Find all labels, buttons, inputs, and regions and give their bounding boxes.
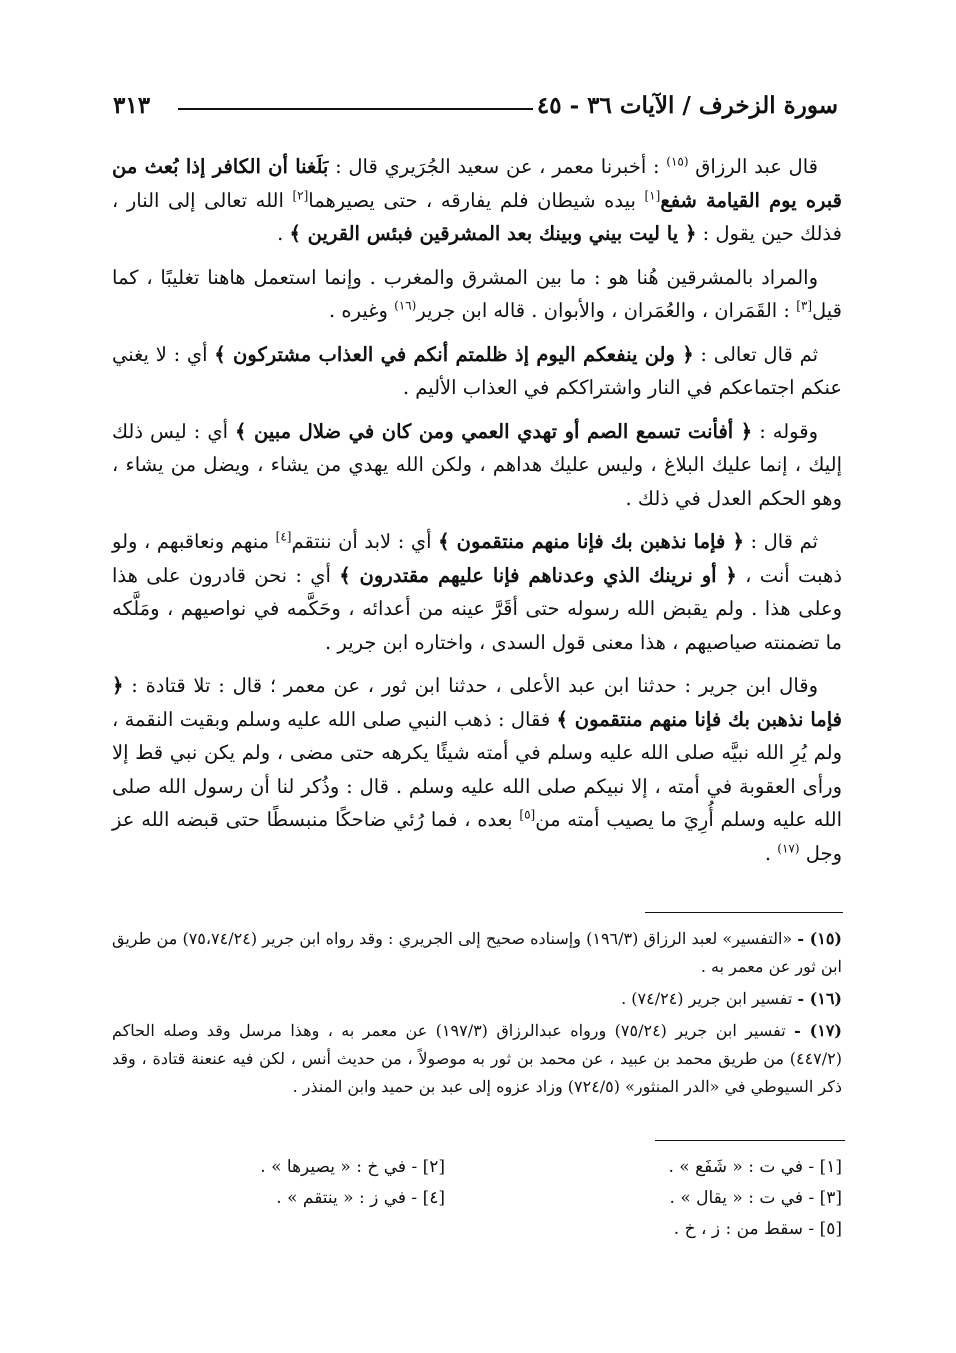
footnote-marker: [١] (644, 188, 661, 202)
footnote (112, 1017, 842, 1101)
footnote-text: «التفسير» لعبد الرزاق (١٩٦/٣) وإسناده صحيح إلى الجريري : وقد رواه ابن جرير (٧٥،٧٤/٢٤) من طريق ابن ثور عن معمر به . (112, 929, 842, 976)
text-run: ثم قال تعالى : (693, 342, 818, 366)
footnotes (112, 925, 842, 1105)
emphasized-text: ﴿ أفأنت تسمع الصم أو تهدي العمي ومن كان في ضلال مبين ﴾ (235, 419, 753, 443)
page-number: ٣١٣ (113, 92, 151, 119)
paragraph (112, 150, 842, 251)
emphasized-text: ﴿ ولن ينفعكم اليوم إذ ظلمتم أنكم في العذاب مشتركون ﴾ (214, 342, 694, 366)
variant-row (112, 1183, 842, 1214)
emphasized-text: ﴿ يا ليت بيني وبينك بعد المشرقين فبئس القرين ﴾ (289, 222, 697, 245)
footnote-marker: [٣] (796, 298, 813, 313)
text-run: . (277, 222, 290, 245)
emphasized-text: ﴿ أو نرينك الذي وعدناهم فإنا عليهم مقتدرون ﴾ (339, 563, 737, 587)
text-run: الله تعالى إلى النار ، فذلك حين يقول : (112, 188, 842, 245)
footnote-marker: (١٥) (666, 154, 689, 169)
running-title: سورة الزخرف / الآيات ٣٦ - ٤٥ (536, 92, 838, 119)
emphasized-text: ﴿ فإما نذهبن بك فإنا منهم منتقمون ﴾ (112, 674, 842, 731)
footnote-marker: [٢] (292, 188, 309, 202)
emphasized-text: ﴿ فإما نذهبن بك فإنا منهم منتقمون ﴾ (438, 530, 744, 553)
footnote-text: تفسير ابن جرير (٧٥/٢٤) ورواه عبدالرزاق (١٩٧/٣) عن معمر به ، وهذا مرسل وقد وصله الحاكم (٤٤٧/٢) من طريق محمد بن عبيد ، عن محمد بن ثور به موصولاً ، من حديث أنس ، لكن فيه عنعنة قتادة ، وقد ذكر السيوطي في «الدر المنثور» (٧٢٤/٥) وزاد عزوه إلى عبد بن حميد وابن المنذر . (112, 1021, 842, 1096)
text-run: أي : ليس ذلك إليك ، إنما عليك البلاغ ، وليس عليك هداهم ، ولكن الله يهدي من يشاء ، ويضل من يشاء ، وهو الحكم العدل في ذلك . (112, 419, 842, 510)
text-run: فقال : ذهب النبي صلى الله عليه وسلم وبقيت النقمة ، ولم يُرِ الله نبيَّه صلى الله عليه وسلم في أمته شيئًا يكرهه حتى مضى ، ولم يكن نبي قط إلا ورأى العقوبة في أمته ، إلا نبيكم صلى الله عليه وسلم . قال : وذُكر لنا أن رسول الله صلى الله عليه وسلم أُرِيَ ما يصيب أمته من (112, 707, 843, 831)
text-run: : القَمَران ، والعُمَران ، والأبوان . قاله ابن جرير (416, 299, 797, 322)
text-run: ثم قال : (743, 530, 818, 553)
paragraph (112, 338, 842, 405)
text-run: وقال ابن جرير : حدثنا ابن عبد الأعلى ، حدثنا ابن ثور ، عن معمر ؛ قال : تلا قتادة : (123, 674, 818, 697)
text-run: أي : نحن قادرون على هذا وعلى هذا . ولم يقبض الله رسوله حتى أقَرَّ عينه من أعدائه ، وحَكَّمه في نواصيهم ، ومَلَّكه ما تضمنته صياصيهم ، هذا معنى قول السدى ، واختاره ابن جرير . (112, 563, 842, 654)
text-run: : أخبرنا معمر ، عن سعيد الجُرَيري قال : (328, 155, 667, 178)
text-run: قال عبد الرزاق (688, 155, 818, 178)
emphasized-text: بَلَغنا أن الكافر إذا بُعث من قبره يوم القيامة شفع (112, 155, 842, 212)
footnote (112, 985, 842, 1013)
text-run: منهم ونعاقبهم ، ولو ذهبت أنت ، (112, 530, 843, 587)
variant-note: [٤] - في ز : « ينتقم » . (276, 1188, 445, 1208)
variant-note: [٢] - في خ : « يصيرها » . (260, 1157, 445, 1177)
paragraph (112, 261, 842, 328)
variant-row (112, 1214, 842, 1245)
paragraph (112, 525, 842, 659)
text-run: أي : لا يغني عنكم اجتماعكم في النار واشتراككم في العذاب الأليم . (112, 342, 842, 399)
text-run: والمراد بالمشرقين هُنا هو : ما بين المشرق والمغرب . وإنما استعمل هاهنا تغليبًا ، كما قيل (112, 265, 842, 322)
main-text (112, 150, 842, 880)
footnote (112, 925, 842, 981)
footnote-number: (١٦) - (797, 989, 842, 1008)
footnote-separator (645, 912, 843, 913)
text-run: وغيره . (329, 299, 395, 322)
footnote-marker: [٥] (519, 807, 536, 822)
variant-note (112, 1214, 477, 1245)
footnote-text: تفسير ابن جرير (٧٤/٢٤) . (621, 989, 793, 1008)
footnote-number: (١٧) - (794, 1021, 842, 1040)
variants-separator (655, 1140, 845, 1141)
footnote-marker: (١٧) (777, 841, 800, 855)
text-run: بعده ، فما رُئي ضاحكًا منبسطًا حتى قبضه الله عز وجل (112, 808, 842, 865)
text-run: . (764, 841, 778, 865)
text-run: أي : لابد أن ننتقم (291, 530, 439, 553)
variant-note: [١] - في ت : « شَفَع » . (668, 1157, 842, 1177)
footnote-marker: (١٦) (394, 298, 417, 313)
paragraph (112, 415, 842, 516)
text-run: بيده شيطان فلم يفارقه ، حتى يصيرهما (308, 188, 645, 212)
footnote-marker: [٤] (275, 529, 292, 544)
manuscript-variants (112, 1152, 842, 1245)
variant-row (112, 1152, 842, 1183)
variant-note: [٣] - في ت : « يقال » . (669, 1188, 842, 1208)
footnote-number: (١٥) - (797, 929, 842, 948)
paragraph (112, 669, 842, 870)
variant-note: [٥] - سقط من : ز ، خ . (673, 1219, 842, 1239)
header-rule (178, 108, 533, 110)
page-header (113, 92, 838, 128)
text-run: وقوله : (752, 419, 818, 443)
